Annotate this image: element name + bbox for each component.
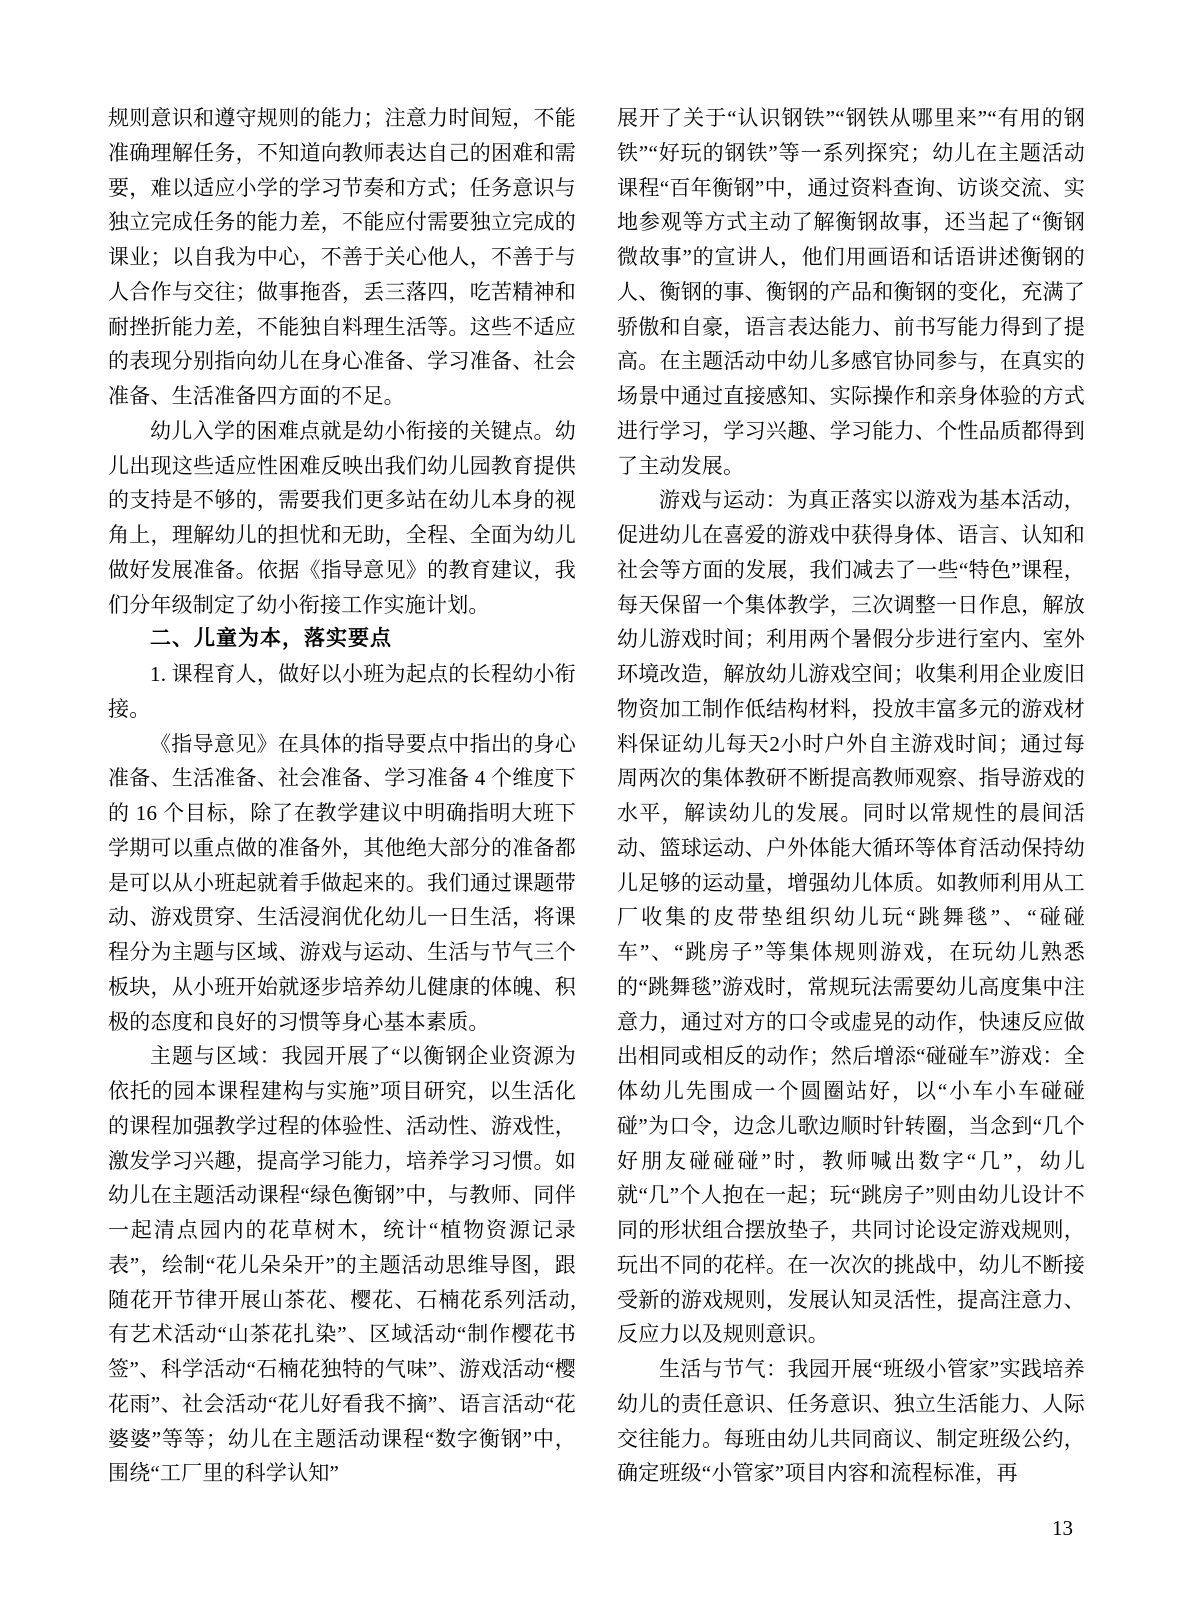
left-column xyxy=(108,101,576,1491)
section-heading: 二、儿童为本，落实要点 xyxy=(150,627,392,651)
paragraph: 幼儿入学的困难点就是幼小衔接的关键点。幼儿出现这些适应性困难反映出我们幼儿园教育提供的支持是不够的，需要我们更多站在幼儿本身的视角上，理解幼儿的担忧和无助，全程、全面为幼儿做好发展准备。依据《指导意见》的教育建议，我们分年级制定了幼小衔接工作实施计划。 xyxy=(108,418,576,617)
paragraph-continuation: 展开了关于“认识钢铁”“钢铁从哪里来”“有用的钢铁”“好玩的钢铁”等一系列探究；幼儿在主题活动课程“百年衡钢”中，通过资料查询、访谈交流、实地参观等方式主动了解衡钢故事，还当起了“衡钢微故事”的宣讲人，他们用画语和话语讲述衡钢的人、衡钢的事、衡钢的产品和衡钢的变化，充满了骄傲和自豪，语言表达能力、前书写能力得到了提高。在主题活动中幼儿多感官协同参与，在真实的场景中通过直接感知、实际操作和亲身体验的方式进行学习，学习兴趣、学习能力、个性品质都得到了主动发展。 xyxy=(617,106,1085,478)
paragraph: 《指导意见》在具体的指导要点中指出的身心准备、生活准备、社会准备、学习准备 4 个维度下的 16 个目标，除了在教学建议中明确指明大班下学期可以重点做的准备外，其他绝大部分的准备都是可以从小班起就着手做起来的。我们通过课题带动、游戏贯穿、生活浸润优化幼儿一日生活，将课程分为主题与区域、游戏与运动、生活与节气三个板块，从小班开始就逐步培养幼儿健康的体魄、积极的态度和良好的习惯等身心基本素质。 xyxy=(108,731,576,1034)
paragraph: 主题与区域：我园开展了“以衡钢企业资源为依托的园本课程建构与实施”项目研究，以生活化的课程加强教学过程的体验性、活动性、游戏性，激发学习兴趣，提高学习能力，培养学习习惯。如幼儿在主题活动课程“绿色衡钢”中，与教师、同伴一起清点园内的花草树木，统计“植物资源记录表”，绘制“花儿朵朵开”的主题活动思维导图，跟随花开节律开展山茶花、樱花、石楠花系列活动,有艺术活动“山茶花扎染”、区域活动“制作樱花书签”、科学活动“石楠花独特的气味”、游戏活动“樱花雨”、社会活动“花儿好看我不摘”、语言活动“花婆婆”等等；幼儿在主题活动课程“数字衡钢”中，围绕“工厂里的科学认知” xyxy=(108,1044,576,1486)
paragraph: 生活与节气：我园开展“班级小管家”实践培养幼儿的责任意识、任务意识、独立生活能力、人际交往能力。每班由幼儿共同商议、制定班级公约，确定班级“小管家”项目内容和流程标准，再 xyxy=(617,1357,1085,1486)
article-body xyxy=(108,101,1085,1491)
right-column xyxy=(617,101,1085,1491)
paragraph: 游戏与运动：为真正落实以游戏为基本活动，促进幼儿在喜爱的游戏中获得身体、语言、认知和社会等方面的发展，我们减去了一些“特色”课程，每天保留一个集体教学，三次调整一日作息，解放幼儿游戏时间；利用两个暑假分步进行室内、室外环境改造，解放幼儿游戏空间；收集利用企业废旧物资加工制作低结构材料，投放丰富多元的游戏材料保证幼儿每天2小时户外自主游戏时间；通过每周两次的集体教研不断提高教师观察、指导游戏的水平，解读幼儿的发展。同时以常规性的晨间活动、篮球运动、户外体能大循环等体育活动保持幼儿足够的运动量，增强幼儿体质。如教师利用从工厂收集的皮带垫组织幼儿玩“跳舞毯”、“碰碰车”、“跳房子”等集体规则游戏，在玩幼儿熟悉的“跳舞毯”游戏时，常规玩法需要幼儿高度集中注意力，通过对方的口令或虚晃的动作，快速反应做出相同或相反的动作；然后增添“碰碰车”游戏：全体幼儿先围成一个圆圈站好，以“小车小车碰碰碰”为口令，边念儿歌边顺时针转圈，当念到“几个好朋友碰碰碰”时，教师喊出数字“几”，幼儿就“几”个人抱在一起；玩“跳房子”则由幼儿设计不同的形状组合摆放垫子，共同讨论设定游戏规则，玩出不同的花样。在一次次的挑战中，幼儿不断接受新的游戏规则，发展认知灵活性，提高注意力、反应力以及规则意识。 xyxy=(617,488,1085,1347)
paragraph-continuation: 规则意识和遵守规则的能力；注意力时间短，不能准确理解任务，不知道向教师表达自己的困难和需要，难以适应小学的学习节奏和方式；任务意识与独立完成任务的能力差，不能应付需要独立完成的课业；以自我为中心，不善于关心他人，不善于与人合作与交往；做事拖沓，丢三落四，吃苦精神和耐挫折能力差，不能独自料理生活等。这些不适应的表现分别指向幼儿在身心准备、学习准备、社会准备、生活准备四方面的不足。 xyxy=(108,106,576,408)
page-number: 13 xyxy=(1052,1516,1073,1540)
paragraph-numbered-point: 1. 课程育人，做好以小班为起点的长程幼小衔接。 xyxy=(108,662,576,721)
